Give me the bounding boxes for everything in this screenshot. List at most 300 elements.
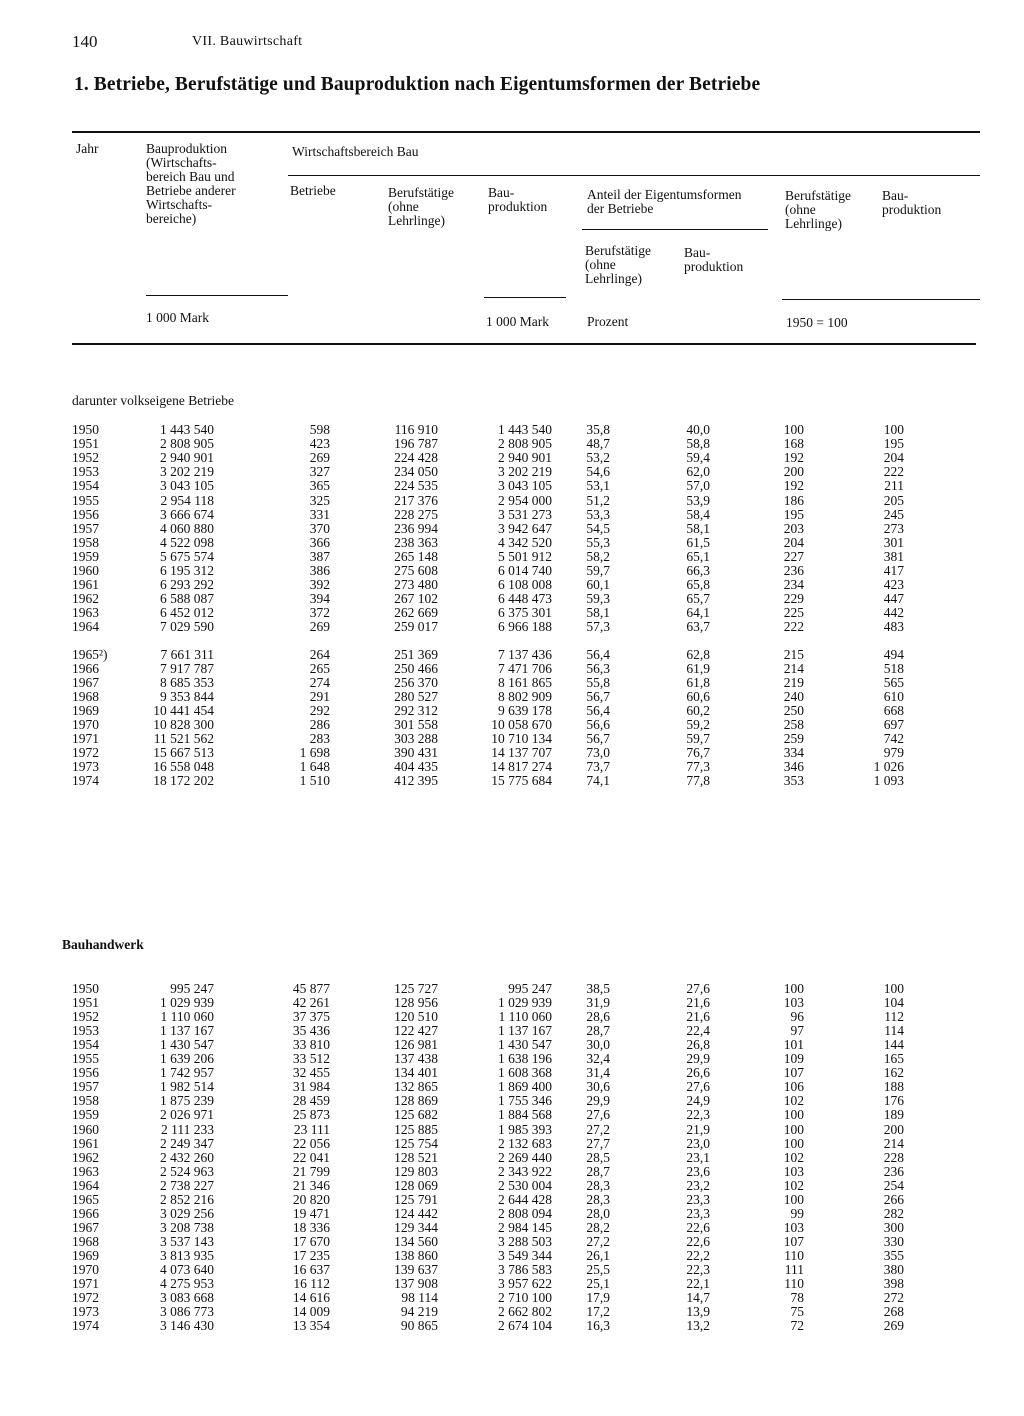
table-row bbox=[0, 774, 1024, 788]
cell-index-bauproduktion: 1 026 bbox=[873, 759, 904, 775]
cell-bauproduktion: 3 549 344 bbox=[498, 1247, 552, 1263]
table-row bbox=[0, 1179, 1024, 1193]
cell-year: 1950 bbox=[72, 422, 99, 437]
cell-anteil-berufstaetige: 59,3 bbox=[586, 591, 610, 607]
cell-bauproduktion-total: 5 675 574 bbox=[160, 548, 214, 564]
cell-betriebe: 37 375 bbox=[292, 1009, 330, 1025]
cell-anteil-berufstaetige: 17,2 bbox=[586, 1304, 610, 1320]
cell-anteil-bauproduktion: 23,3 bbox=[686, 1191, 710, 1207]
cell-year: 1963 bbox=[72, 1163, 99, 1179]
cell-betriebe: 264 bbox=[309, 646, 330, 662]
cell-bauproduktion: 7 471 706 bbox=[498, 660, 552, 676]
cell-bauproduktion: 7 137 436 bbox=[498, 646, 552, 662]
cell-bauproduktion: 5 501 912 bbox=[498, 548, 552, 564]
cell-bauproduktion-total: 3 666 674 bbox=[160, 506, 214, 522]
cell-anteil-berufstaetige: 73,7 bbox=[586, 759, 610, 775]
cell-index-berufstaetige: 97 bbox=[790, 1023, 804, 1039]
cell-anteil-berufstaetige: 58,1 bbox=[586, 605, 610, 621]
cell-anteil-berufstaetige: 28,2 bbox=[586, 1219, 610, 1235]
cell-betriebe: 22 056 bbox=[292, 1135, 330, 1151]
cell-index-berufstaetige: 107 bbox=[783, 1233, 804, 1249]
cell-betriebe: 13 354 bbox=[292, 1318, 330, 1334]
cell-index-berufstaetige: 102 bbox=[783, 1093, 804, 1109]
cell-anteil-berufstaetige: 28,6 bbox=[586, 1009, 610, 1025]
cell-index-berufstaetige: 334 bbox=[783, 745, 804, 761]
cell-year: 1959 bbox=[72, 548, 99, 564]
cell-year: 1966 bbox=[72, 1205, 99, 1221]
cell-bauproduktion-total: 1 137 167 bbox=[160, 1023, 214, 1039]
cell-index-bauproduktion: 273 bbox=[883, 520, 904, 536]
cell-bauproduktion-total: 4 073 640 bbox=[160, 1262, 214, 1277]
cell-anteil-bauproduktion: 21,6 bbox=[686, 1009, 710, 1025]
unit-rule-2 bbox=[484, 297, 566, 298]
cell-bauproduktion: 2 954 000 bbox=[498, 492, 552, 508]
cell-bauproduktion: 995 247 bbox=[508, 981, 552, 996]
cell-betriebe: 265 bbox=[309, 660, 330, 676]
cell-betriebe: 1 648 bbox=[299, 759, 330, 775]
cell-bauproduktion-total: 3 083 668 bbox=[160, 1290, 214, 1306]
cell-anteil-bauproduktion: 59,2 bbox=[686, 717, 710, 732]
cell-bauproduktion-total: 4 275 953 bbox=[160, 1276, 214, 1292]
cell-anteil-berufstaetige: 27,6 bbox=[586, 1107, 610, 1123]
cell-anteil-bauproduktion: 27,6 bbox=[686, 981, 710, 996]
cell-anteil-berufstaetige: 31,9 bbox=[586, 995, 610, 1011]
cell-year: 1969 bbox=[72, 702, 99, 718]
cell-bauproduktion: 4 342 520 bbox=[498, 534, 552, 550]
cell-bauproduktion: 3 288 503 bbox=[498, 1233, 552, 1249]
cell-berufstaetige: 128 069 bbox=[394, 1177, 438, 1193]
cell-bauproduktion: 2 662 802 bbox=[498, 1304, 552, 1320]
cell-anteil-bauproduktion: 23,6 bbox=[686, 1163, 710, 1179]
cell-anteil-berufstaetige: 53,2 bbox=[586, 450, 610, 466]
cell-anteil-bauproduktion: 21,9 bbox=[686, 1121, 710, 1137]
header-bottom-rule bbox=[72, 343, 976, 345]
cell-betriebe: 394 bbox=[309, 591, 330, 607]
cell-bauproduktion-total: 3 208 738 bbox=[160, 1219, 214, 1235]
cell-betriebe: 18 336 bbox=[292, 1219, 330, 1235]
cell-year: 1973 bbox=[72, 1304, 99, 1320]
cell-bauproduktion: 2 269 440 bbox=[498, 1149, 552, 1165]
table-row bbox=[0, 606, 1024, 620]
cell-bauproduktion-total: 9 353 844 bbox=[160, 688, 214, 704]
cell-betriebe: 387 bbox=[309, 548, 330, 564]
cell-anteil-berufstaetige: 35,8 bbox=[586, 422, 610, 437]
cell-index-berufstaetige: 100 bbox=[783, 1107, 804, 1123]
cell-year: 1953 bbox=[72, 464, 99, 480]
cell-index-bauproduktion: 100 bbox=[883, 422, 904, 437]
cell-index-bauproduktion: 442 bbox=[883, 605, 904, 621]
cell-betriebe: 31 984 bbox=[292, 1079, 330, 1095]
cell-berufstaetige: 267 102 bbox=[394, 591, 438, 607]
cell-year: 1960 bbox=[72, 563, 99, 578]
cell-index-bauproduktion: 381 bbox=[883, 548, 904, 564]
cell-index-bauproduktion: 447 bbox=[883, 591, 904, 607]
cell-bauproduktion: 6 375 301 bbox=[498, 605, 552, 621]
cell-bauproduktion-total: 2 026 971 bbox=[160, 1107, 214, 1123]
cell-bauproduktion-total: 3 029 256 bbox=[160, 1205, 214, 1221]
cell-bauproduktion-total: 6 195 312 bbox=[160, 563, 214, 578]
cell-index-berufstaetige: 107 bbox=[783, 1065, 804, 1081]
cell-index-berufstaetige: 227 bbox=[783, 548, 804, 564]
cell-index-bauproduktion: 205 bbox=[883, 492, 904, 508]
cell-index-bauproduktion: 697 bbox=[883, 717, 904, 732]
cell-bauproduktion-total: 2 432 260 bbox=[160, 1149, 214, 1165]
table-row bbox=[0, 746, 1024, 760]
cell-bauproduktion: 2 984 145 bbox=[498, 1219, 552, 1235]
cell-index-berufstaetige: 103 bbox=[783, 995, 804, 1011]
cell-berufstaetige: 122 427 bbox=[394, 1023, 438, 1039]
cell-anteil-berufstaetige: 54,6 bbox=[586, 464, 610, 480]
cell-bauproduktion: 2 644 428 bbox=[498, 1191, 552, 1207]
cell-anteil-berufstaetige: 56,4 bbox=[586, 646, 610, 662]
cell-index-bauproduktion: 176 bbox=[883, 1093, 904, 1109]
cell-anteil-berufstaetige: 54,5 bbox=[586, 520, 610, 536]
cell-bauproduktion-total: 8 685 353 bbox=[160, 674, 214, 690]
cell-anteil-berufstaetige: 60,1 bbox=[586, 577, 610, 593]
cell-berufstaetige: 98 114 bbox=[401, 1290, 438, 1306]
cell-anteil-berufstaetige: 28,3 bbox=[586, 1191, 610, 1207]
cell-anteil-berufstaetige: 28,7 bbox=[586, 1163, 610, 1179]
cell-betriebe: 17 235 bbox=[292, 1247, 330, 1263]
cell-index-berufstaetige: 99 bbox=[790, 1205, 804, 1221]
table-row bbox=[0, 648, 1024, 662]
cell-year: 1958 bbox=[72, 1093, 99, 1109]
cell-berufstaetige: 390 431 bbox=[394, 745, 438, 761]
unit-index-1950: 1950 = 100 bbox=[786, 315, 848, 330]
cell-betriebe: 370 bbox=[309, 520, 330, 536]
cell-anteil-bauproduktion: 77,8 bbox=[686, 773, 710, 789]
cell-berufstaetige: 134 401 bbox=[394, 1065, 438, 1081]
cell-anteil-berufstaetige: 32,4 bbox=[586, 1051, 610, 1067]
cell-anteil-bauproduktion: 22,1 bbox=[686, 1276, 710, 1292]
cell-berufstaetige: 125 885 bbox=[394, 1121, 438, 1137]
table-row bbox=[0, 479, 1024, 493]
cell-anteil-bauproduktion: 66,3 bbox=[686, 563, 710, 578]
cell-bauproduktion-total: 1 443 540 bbox=[160, 422, 214, 437]
cell-bauproduktion-total: 7 917 787 bbox=[160, 660, 214, 676]
cell-anteil-bauproduktion: 57,0 bbox=[686, 478, 710, 494]
cell-berufstaetige: 90 865 bbox=[400, 1318, 438, 1334]
cell-year: 1952 bbox=[72, 450, 99, 466]
cell-anteil-bauproduktion: 13,2 bbox=[686, 1318, 710, 1334]
cell-index-bauproduktion: 211 bbox=[884, 478, 904, 494]
cell-index-bauproduktion: 417 bbox=[883, 563, 904, 578]
cell-anteil-berufstaetige: 38,5 bbox=[586, 981, 610, 996]
cell-betriebe: 286 bbox=[309, 717, 330, 732]
cell-bauproduktion: 1 755 346 bbox=[498, 1093, 552, 1109]
cell-berufstaetige: 224 535 bbox=[394, 478, 438, 494]
cell-bauproduktion-total: 2 738 227 bbox=[160, 1177, 214, 1193]
cell-bauproduktion: 8 161 865 bbox=[498, 674, 552, 690]
cell-betriebe: 292 bbox=[309, 702, 330, 718]
cell-bauproduktion-total: 10 828 300 bbox=[153, 717, 214, 732]
cell-berufstaetige: 125 727 bbox=[394, 981, 438, 996]
cell-anteil-bauproduktion: 59,4 bbox=[686, 450, 710, 466]
cell-berufstaetige: 292 312 bbox=[394, 702, 438, 718]
cell-index-bauproduktion: 565 bbox=[883, 674, 904, 690]
cell-year: 1951 bbox=[72, 436, 99, 452]
cell-index-bauproduktion: 282 bbox=[883, 1205, 904, 1221]
cell-anteil-berufstaetige: 28,5 bbox=[586, 1149, 610, 1165]
table-row bbox=[0, 1277, 1024, 1291]
cell-betriebe: 22 041 bbox=[292, 1149, 330, 1165]
cell-index-bauproduktion: 204 bbox=[883, 450, 904, 466]
cell-berufstaetige: 262 669 bbox=[394, 605, 438, 621]
cell-index-berufstaetige: 168 bbox=[783, 436, 804, 452]
cell-year: 1955 bbox=[72, 1051, 99, 1067]
cell-berufstaetige: 125 682 bbox=[394, 1107, 438, 1123]
table-row bbox=[0, 451, 1024, 465]
cell-index-berufstaetige: 192 bbox=[783, 450, 804, 466]
cell-year: 1959 bbox=[72, 1107, 99, 1123]
cell-index-berufstaetige: 100 bbox=[783, 1191, 804, 1207]
cell-index-berufstaetige: 204 bbox=[783, 534, 804, 550]
cell-berufstaetige: 196 787 bbox=[394, 436, 438, 452]
table-row bbox=[0, 564, 1024, 578]
cell-berufstaetige: 256 370 bbox=[394, 674, 438, 690]
section-heading-volkseigene: darunter volkseigene Betriebe bbox=[72, 393, 234, 408]
cell-berufstaetige: 134 560 bbox=[394, 1233, 438, 1249]
table-row bbox=[0, 1291, 1024, 1305]
cell-anteil-berufstaetige: 17,9 bbox=[586, 1290, 610, 1306]
cell-index-bauproduktion: 228 bbox=[883, 1149, 904, 1165]
cell-bauproduktion-total: 15 667 513 bbox=[153, 745, 214, 761]
cell-index-bauproduktion: 162 bbox=[883, 1065, 904, 1081]
cell-bauproduktion: 3 043 105 bbox=[498, 478, 552, 494]
cell-anteil-berufstaetige: 25,1 bbox=[586, 1276, 610, 1292]
header-bauproduktion-total: Bauproduktion (Wirtschafts- bereich Bau und Betriebe anderer Wirtschafts- bereiche) bbox=[146, 141, 236, 226]
table-row bbox=[0, 982, 1024, 996]
cell-index-berufstaetige: 250 bbox=[783, 702, 804, 718]
table-row bbox=[0, 760, 1024, 774]
cell-berufstaetige: 217 376 bbox=[394, 492, 438, 508]
cell-berufstaetige: 224 428 bbox=[394, 450, 438, 466]
cell-index-berufstaetige: 100 bbox=[783, 1135, 804, 1151]
cell-year: 1962 bbox=[72, 591, 99, 607]
cell-year: 1973 bbox=[72, 759, 99, 775]
cell-bauproduktion-total: 2 954 118 bbox=[160, 492, 214, 508]
cell-index-bauproduktion: 330 bbox=[883, 1233, 904, 1249]
cell-index-bauproduktion: 423 bbox=[883, 577, 904, 593]
cell-betriebe: 23 111 bbox=[293, 1121, 330, 1137]
cell-year: 1958 bbox=[72, 534, 99, 550]
cell-index-bauproduktion: 380 bbox=[883, 1262, 904, 1277]
cell-bauproduktion: 3 786 583 bbox=[498, 1262, 552, 1277]
cell-betriebe: 16 637 bbox=[292, 1262, 330, 1277]
group-rule bbox=[288, 175, 980, 176]
cell-index-berufstaetige: 222 bbox=[783, 619, 804, 635]
cell-anteil-berufstaetige: 26,1 bbox=[586, 1247, 610, 1263]
cell-anteil-berufstaetige: 27,7 bbox=[586, 1135, 610, 1151]
cell-berufstaetige: 138 860 bbox=[394, 1247, 438, 1263]
cell-year: 1953 bbox=[72, 1023, 99, 1039]
cell-anteil-berufstaetige: 57,3 bbox=[586, 619, 610, 635]
cell-betriebe: 28 459 bbox=[292, 1093, 330, 1109]
header-anteil-bauproduktion: Bau- produktion bbox=[684, 245, 744, 274]
cell-bauproduktion-total: 995 247 bbox=[170, 981, 214, 996]
cell-index-berufstaetige: 110 bbox=[784, 1276, 804, 1292]
cell-berufstaetige: 273 480 bbox=[394, 577, 438, 593]
cell-index-bauproduktion: 398 bbox=[883, 1276, 904, 1292]
cell-anteil-bauproduktion: 61,9 bbox=[686, 660, 710, 676]
cell-anteil-bauproduktion: 53,9 bbox=[686, 492, 710, 508]
cell-berufstaetige: 236 994 bbox=[394, 520, 438, 536]
cell-index-berufstaetige: 214 bbox=[783, 660, 804, 676]
table-row bbox=[0, 1165, 1024, 1179]
cell-betriebe: 14 616 bbox=[292, 1290, 330, 1306]
cell-anteil-berufstaetige: 56,7 bbox=[586, 731, 610, 747]
cell-anteil-bauproduktion: 22,6 bbox=[686, 1233, 710, 1249]
unit-rule-3 bbox=[782, 299, 980, 300]
cell-anteil-berufstaetige: 27,2 bbox=[586, 1233, 610, 1249]
cell-berufstaetige: 129 803 bbox=[394, 1163, 438, 1179]
table-row bbox=[0, 508, 1024, 522]
cell-bauproduktion: 2 710 100 bbox=[498, 1290, 552, 1306]
cell-bauproduktion: 1 110 060 bbox=[498, 1009, 552, 1025]
cell-anteil-bauproduktion: 22,6 bbox=[686, 1219, 710, 1235]
table-row bbox=[0, 1024, 1024, 1038]
cell-index-bauproduktion: 245 bbox=[883, 506, 904, 522]
cell-anteil-bauproduktion: 61,8 bbox=[686, 674, 710, 690]
cell-bauproduktion-total: 7 661 311 bbox=[160, 646, 214, 662]
cell-index-bauproduktion: 104 bbox=[883, 995, 904, 1011]
table-row bbox=[0, 1010, 1024, 1024]
cell-berufstaetige: 275 608 bbox=[394, 563, 438, 578]
cell-anteil-berufstaetige: 28,3 bbox=[586, 1177, 610, 1193]
cell-betriebe: 327 bbox=[309, 464, 330, 480]
cell-bauproduktion: 15 775 684 bbox=[491, 773, 552, 789]
cell-year: 1954 bbox=[72, 478, 99, 494]
cell-year: 1952 bbox=[72, 1009, 99, 1025]
cell-year: 1962 bbox=[72, 1149, 99, 1165]
table-row bbox=[0, 1080, 1024, 1094]
cell-anteil-bauproduktion: 27,6 bbox=[686, 1079, 710, 1095]
cell-index-bauproduktion: 266 bbox=[883, 1191, 904, 1207]
table-row bbox=[0, 1052, 1024, 1066]
cell-berufstaetige: 132 865 bbox=[394, 1079, 438, 1095]
cell-year: 1970 bbox=[72, 1262, 99, 1277]
cell-index-berufstaetige: 259 bbox=[783, 731, 804, 747]
cell-bauproduktion: 14 137 707 bbox=[491, 745, 552, 761]
cell-year: 1957 bbox=[72, 520, 99, 536]
cell-index-berufstaetige: 229 bbox=[783, 591, 804, 607]
cell-index-bauproduktion: 165 bbox=[883, 1051, 904, 1067]
cell-bauproduktion-total: 3 537 143 bbox=[160, 1233, 214, 1249]
cell-berufstaetige: 128 956 bbox=[394, 995, 438, 1011]
section-title: VII. Bauwirtschaft bbox=[192, 34, 303, 49]
cell-anteil-bauproduktion: 22,2 bbox=[686, 1247, 710, 1263]
table-row bbox=[0, 1038, 1024, 1052]
cell-anteil-bauproduktion: 14,7 bbox=[686, 1290, 710, 1306]
cell-berufstaetige: 128 521 bbox=[394, 1149, 438, 1165]
cell-bauproduktion: 1 430 547 bbox=[498, 1037, 552, 1053]
cell-berufstaetige: 137 438 bbox=[394, 1051, 438, 1067]
cell-bauproduktion: 1 137 167 bbox=[498, 1023, 552, 1039]
cell-anteil-bauproduktion: 64,1 bbox=[686, 605, 710, 621]
cell-betriebe: 42 261 bbox=[292, 995, 330, 1011]
cell-bauproduktion-total: 1 639 206 bbox=[160, 1051, 214, 1067]
cell-bauproduktion: 6 014 740 bbox=[498, 563, 552, 578]
cell-year: 1971 bbox=[72, 1276, 99, 1292]
cell-betriebe: 365 bbox=[309, 478, 330, 494]
cell-betriebe: 325 bbox=[309, 492, 330, 508]
cell-year: 1965²) bbox=[72, 646, 108, 662]
cell-index-bauproduktion: 300 bbox=[883, 1219, 904, 1235]
header-berufstaetige: Berufstätige (ohne Lehrlinge) bbox=[388, 185, 454, 228]
cell-betriebe: 21 799 bbox=[292, 1163, 330, 1179]
cell-berufstaetige: 238 363 bbox=[394, 534, 438, 550]
cell-betriebe: 392 bbox=[309, 577, 330, 593]
cell-betriebe: 1 510 bbox=[299, 773, 330, 789]
cell-anteil-bauproduktion: 63,7 bbox=[686, 619, 710, 635]
cell-anteil-berufstaetige: 55,8 bbox=[586, 674, 610, 690]
cell-bauproduktion-total: 6 588 087 bbox=[160, 591, 214, 607]
cell-anteil-berufstaetige: 56,7 bbox=[586, 688, 610, 704]
cell-index-bauproduktion: 100 bbox=[883, 981, 904, 996]
cell-anteil-bauproduktion: 40,0 bbox=[686, 422, 710, 437]
cell-bauproduktion: 1 884 568 bbox=[498, 1107, 552, 1123]
cell-bauproduktion: 1 443 540 bbox=[498, 422, 552, 437]
cell-year: 1967 bbox=[72, 1219, 99, 1235]
cell-anteil-berufstaetige: 56,4 bbox=[586, 702, 610, 718]
cell-anteil-berufstaetige: 51,2 bbox=[586, 492, 610, 508]
cell-index-berufstaetige: 215 bbox=[783, 646, 804, 662]
cell-bauproduktion-total: 4 522 098 bbox=[160, 534, 214, 550]
cell-anteil-bauproduktion: 61,5 bbox=[686, 534, 710, 550]
cell-index-berufstaetige: 96 bbox=[790, 1009, 804, 1025]
cell-bauproduktion: 2 343 922 bbox=[498, 1163, 552, 1179]
cell-index-berufstaetige: 225 bbox=[783, 605, 804, 621]
cell-betriebe: 291 bbox=[309, 688, 330, 704]
cell-anteil-bauproduktion: 58,1 bbox=[686, 520, 710, 536]
cell-bauproduktion-total: 2 111 233 bbox=[161, 1121, 214, 1137]
cell-bauproduktion-total: 4 060 880 bbox=[160, 520, 214, 536]
cell-bauproduktion-total: 16 558 048 bbox=[153, 759, 214, 775]
cell-bauproduktion: 1 985 393 bbox=[498, 1121, 552, 1137]
cell-bauproduktion: 2 674 104 bbox=[498, 1318, 552, 1334]
cell-index-berufstaetige: 102 bbox=[783, 1177, 804, 1193]
cell-year: 1968 bbox=[72, 688, 99, 704]
cell-anteil-bauproduktion: 60,2 bbox=[686, 702, 710, 718]
table-row bbox=[0, 437, 1024, 451]
cell-year: 1964 bbox=[72, 619, 99, 635]
table-row bbox=[0, 522, 1024, 536]
cell-anteil-berufstaetige: 59,7 bbox=[586, 563, 610, 578]
cell-anteil-bauproduktion: 58,8 bbox=[686, 436, 710, 452]
cell-index-berufstaetige: 100 bbox=[783, 422, 804, 437]
cell-bauproduktion-total: 6 293 292 bbox=[160, 577, 214, 593]
cell-index-berufstaetige: 72 bbox=[790, 1318, 804, 1334]
table-row bbox=[0, 1207, 1024, 1221]
cell-year: 1974 bbox=[72, 1318, 99, 1334]
cell-anteil-bauproduktion: 59,7 bbox=[686, 731, 710, 747]
cell-berufstaetige: 125 754 bbox=[394, 1135, 438, 1151]
cell-year: 1961 bbox=[72, 577, 99, 593]
cell-berufstaetige: 265 148 bbox=[394, 548, 438, 564]
cell-bauproduktion-total: 3 043 105 bbox=[160, 478, 214, 494]
cell-betriebe: 32 455 bbox=[292, 1065, 330, 1081]
table-row bbox=[0, 465, 1024, 479]
table-row bbox=[0, 620, 1024, 634]
cell-anteil-bauproduktion: 77,3 bbox=[686, 759, 710, 775]
table-row bbox=[0, 550, 1024, 564]
cell-anteil-berufstaetige: 74,1 bbox=[586, 773, 610, 789]
cell-bauproduktion: 6 966 188 bbox=[498, 619, 552, 635]
cell-year: 1967 bbox=[72, 674, 99, 690]
cell-year: 1961 bbox=[72, 1135, 99, 1151]
cell-betriebe: 33 810 bbox=[292, 1037, 330, 1053]
table-title: 1. Betriebe, Berufstätige und Bauproduktion nach Eigentumsformen der Betriebe bbox=[74, 74, 761, 95]
